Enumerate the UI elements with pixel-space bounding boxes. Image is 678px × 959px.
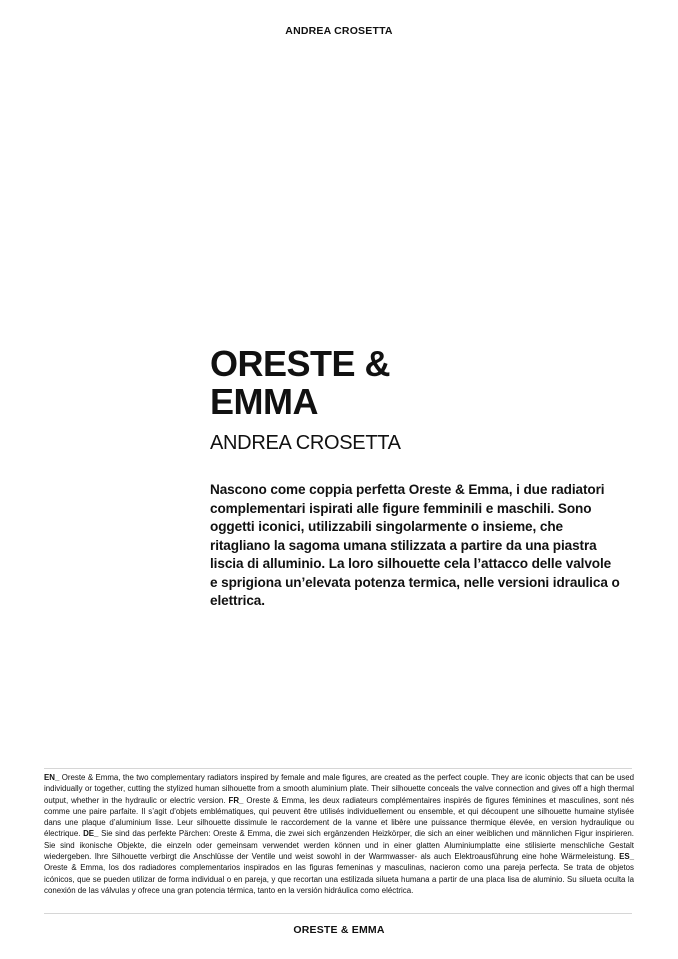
lang-tag-en: EN_ [44, 773, 60, 782]
product-intro [210, 345, 630, 611]
lang-tag-es: ES_ [619, 852, 634, 862]
translation-de: Sie sind das perfekte Pärchen: Oreste & Emma, die zwei sich ergänzenden Heizkörper, die sich an einer weiblichen und männlichen Figur inspirieren. Sie sind ikonische Objekte, die einzeln oder gemeinsam verwendet werden können und in einer glatten Aluminiumplatte eine stilisierte menschliche Gestalt wiedergeben. Ihre Silhouette verbirgt die Anschlüsse der Ventile und weist sowohl in der Warmwasser- als auch Elektroausführung eine hohe Wärmeleistung. [44, 829, 634, 862]
product-title-line2: EMMA [210, 381, 318, 422]
translations-block [44, 772, 634, 896]
designer-name: ANDREA CROSETTA [210, 432, 401, 454]
footer-product-name: ORESTE & EMMA [293, 924, 385, 936]
lang-tag-fr: FR_ [228, 795, 244, 805]
translation-es: Oreste & Emma, los dos radiadores complementarios inspirados en las figuras femeninas y masculinas, nacieron como una pareja perfecta. Se trata de objetos icónicos, que se pueden utilizar de forma individual o en pareja, y que recortan una estilizada silueta humana a partir de una placa lisa de aluminio. Su silueta oculta la conexión de las válvulas y ofrece una gran potencia térmica, tanto en la versión hidráulica como eléctrica. [44, 863, 634, 895]
translation-fr: Oreste & Emma, les deux radiateurs complémentaires inspirés de figures féminines et masculines, sont nés comme une paire parfaite. Il s’agit d’objets emblématiques, qui peuvent être utilisés individuellement ou ensemble, et qui découpent une silhouette humaine stylisée dans une plaque d’aluminium lisse. Leur silhouette dissimule le raccordement de la vanne et libère une puissance thermique élevée, en version hydraulique ou électrique. [44, 795, 634, 839]
header-designer-name: ANDREA CROSETTA [285, 25, 393, 37]
product-title [210, 345, 630, 421]
lang-tag-de: DE_ [83, 829, 99, 839]
bottom-divider [44, 913, 632, 914]
top-divider [44, 768, 632, 769]
translation-en: Oreste & Emma, the two complementary radiators inspired by female and male figures, are created as the perfect couple. They are iconic objects that can be used individually or together, cutting the stylized human silhouette from a smooth aluminium plate. Their silhouette conceals the valve connection and gives off a high thermal output, whether in the hydraulic or electric version. [44, 773, 634, 805]
product-description: Nascono come coppia perfetta Oreste & Emma, i due radiatori complementari ispirati alle figure femminili e maschili. Sono oggetti iconici, utilizzabili singolarmente o insieme, che ritagliano la sagoma umana stilizzata a partire da una piastra liscia di alluminio. La loro silhouette cela l’attacco delle valvole e sprigiona un’elevata potenza termica, nelle versioni idraulica o elettrica. [210, 482, 620, 608]
product-title-line1: ORESTE & [210, 343, 391, 384]
